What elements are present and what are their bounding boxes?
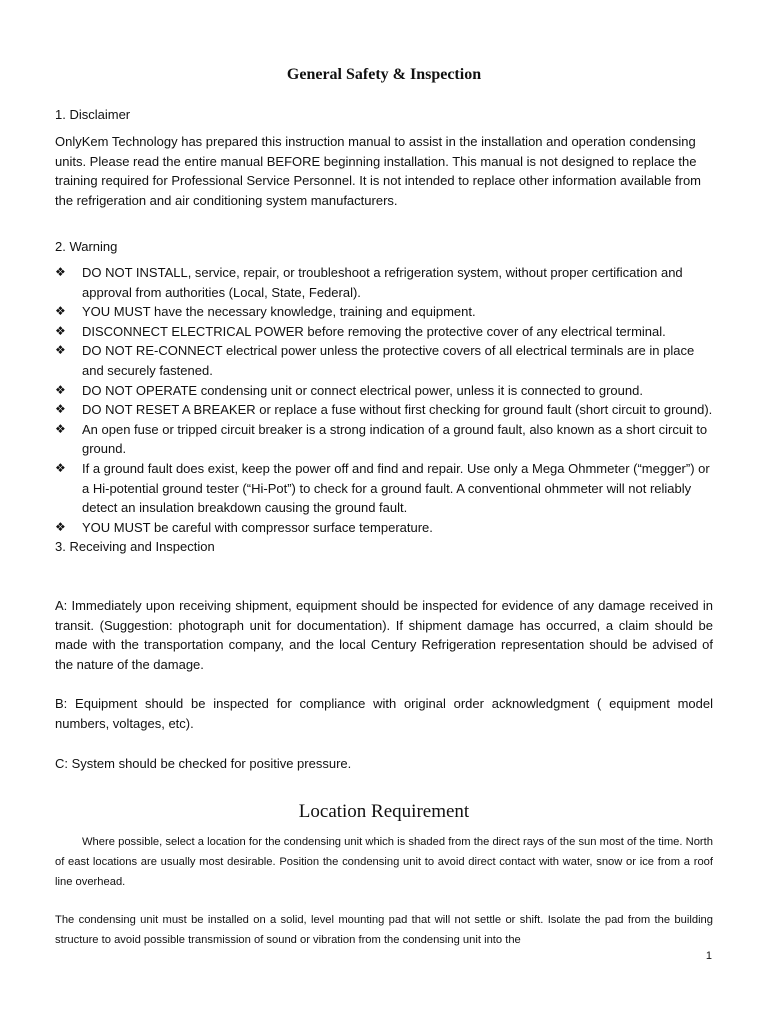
receiving-c-text: C: System should be checked for positive pressure. [55, 756, 352, 771]
diamond-bullet-icon: ❖ [55, 519, 66, 534]
location-heading: Location Requirement [298, 801, 470, 822]
warning-item-text: If a ground fault does exist, keep the power off and find and repair. Use only a Mega Ohmmeter (“megger”) or a Hi-potential ground tester (“Hi-Pot”) to check for a ground fault. A conventional ohmmeter will not reliably detect an insulation breakdown causing the ground fault. [82, 460, 710, 516]
warning-item-text: YOU MUST have the necessary knowledge, training and equipment. [82, 304, 476, 320]
diamond-bullet-icon: ❖ [55, 382, 66, 397]
diamond-bullet-icon: ❖ [55, 460, 66, 475]
warning-item [55, 322, 713, 342]
warning-list-container [55, 263, 713, 557]
location-paragraph-1: Where possible, select a location for the condensing unit which is shaded from the direct rays of the sun most of the time. North of east locations are usually most desirable. Position the condensing unit to avoid direct contact with water, snow or ice from a roof line overhead. [55, 836, 713, 888]
warning-item-text: An open fuse or tripped circuit breaker is a strong indication of a ground fault, also known as a short circuit to ground. [82, 421, 708, 457]
diamond-bullet-icon: ❖ [55, 323, 66, 338]
warning-item-text: DO NOT OPERATE condensing unit or connect electrical power, unless it is connected to ground. [82, 382, 643, 398]
disclaimer-heading: 1. Disclaimer [55, 107, 131, 122]
receiving-a [55, 596, 713, 674]
warning-list [55, 263, 713, 537]
page-title: General Safety & Inspection [286, 66, 482, 83]
disclaimer-section [55, 105, 713, 125]
warning-item [55, 518, 713, 538]
diamond-bullet-icon: ❖ [55, 265, 66, 279]
disclaimer-text: OnlyKem Technology has prepared this instruction manual to assist in the installation and operation condensing units. Please read the entire manual BEFORE beginning installation. This manual is not designed to replace the training required for Professional Service Personnel. It is not intended to replace other information available from the refrigeration and air conditioning system manufacturers. [55, 134, 702, 208]
warning-item-text: YOU MUST be careful with compressor surface temperature. [82, 519, 433, 535]
warning-item [55, 302, 713, 322]
warning-item [55, 381, 713, 401]
warning-item [55, 420, 713, 459]
warning-item [55, 341, 713, 380]
page-number: 1 [705, 950, 712, 962]
warning-item-text: DO NOT RE-CONNECT electrical power unless the protective covers of all electrical terminals are in place and securely fastened. [82, 343, 695, 378]
receiving-a-text: A: Immediately upon receiving shipment, equipment should be inspected for evidence of any damage received in transit. (Suggestion: photograph unit for documentation). If shipment damage has occurred, a claim should be made with the transportation company, and the local Century Refrigeration representation should be advised of the nature of the damage. [55, 598, 713, 672]
warning-item [55, 263, 713, 302]
diamond-bullet-icon: ❖ [55, 402, 66, 417]
receiving-b [55, 694, 713, 733]
warning-item-text: DO NOT INSTALL, service, repair, or troubleshoot a refrigeration system, without proper certification and approval from authorities (Local, State, Federal). [82, 265, 683, 300]
warning-item-text: DISCONNECT ELECTRICAL POWER before removing the protective cover of any electrical terminal. [82, 323, 666, 339]
diamond-bullet-icon: ❖ [55, 343, 66, 358]
diamond-bullet-icon: ❖ [55, 421, 66, 436]
warning-item-text: DO NOT RESET A BREAKER or replace a fuse without first checking for ground fault (short circuit to ground). [82, 402, 713, 418]
receiving-heading: 3. Receiving and Inspection [55, 539, 215, 555]
warning-item [55, 400, 713, 420]
location-paragraph-2: The condensing unit must be installed on a solid, level mounting pad that will not settle or shift. Isolate the pad from the building structure to avoid possible transmission of sound or vibration from the condensing unit into the [55, 914, 713, 946]
diamond-bullet-icon: ❖ [55, 304, 66, 319]
disclaimer-body [55, 132, 713, 210]
warning-heading: 2. Warning [55, 239, 118, 254]
receiving-b-text: B: Equipment should be inspected for compliance with original order acknowledgment ( equipment model numbers, voltages, etc). [55, 696, 713, 731]
warning-item [55, 459, 713, 518]
warning-section [55, 237, 713, 257]
receiving-c [55, 754, 713, 774]
